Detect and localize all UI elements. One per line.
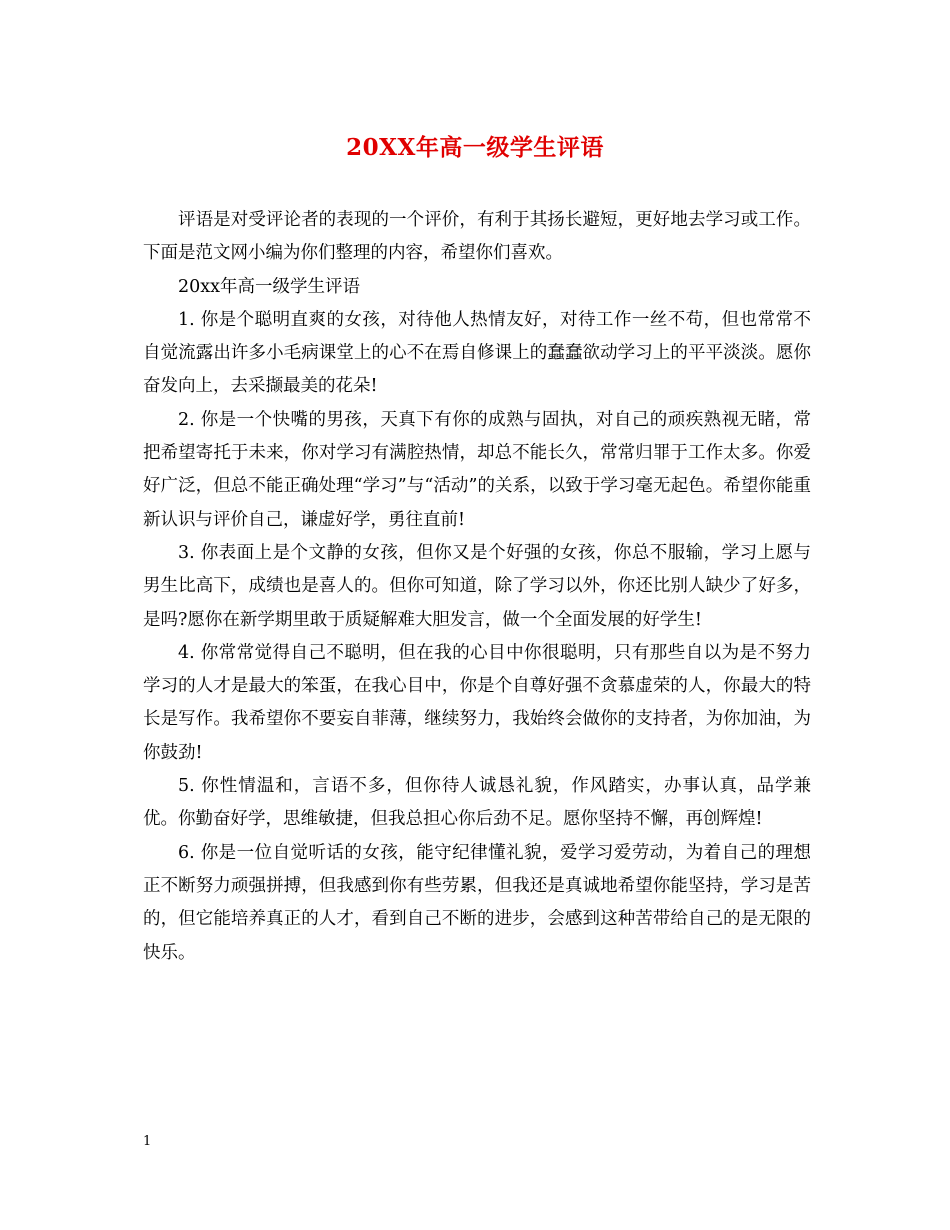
document-title: 20XX年高一级学生评语 <box>346 134 604 161</box>
comment-item-3: 3. 你表面上是个文静的女孩，但你又是个好强的女孩，你总不服输，学习上愿与男生比高下，成绩也是喜人的。但你可知道，除了学习以外，你还比别人缺少了好多，是吗?愿你在新学期里敢于质疑解难大胆发言，做一个全面发展的好学生! <box>143 542 811 630</box>
comment-item-1: 1. 你是个聪明直爽的女孩，对待他人热情友好，对待工作一丝不苟，但也常常不自觉流露出许多小毛病课堂上的心不在焉自修课上的蠢蠢欲动学习上的平平淡淡。愿你奋发向上，去采撷最美的花朵! <box>143 309 811 397</box>
comment-item-2: 2. 你是一个快嘴的男孩，天真下有你的成熟与固执，对自己的顽疾熟视无睹，常把希望寄托于未来，你对学习有满腔热情，却总不能长久，常常归罪于工作太多。你爱好广泛，但总不能正确处理“学习”与“活动”的关系，以致于学习毫无起色。希望你能重新认识与评价自己，谦虚好学，勇往直前! <box>143 409 811 530</box>
intro-paragraph: 评语是对受评论者的表现的一个评价，有利于其扬长避短，更好地去学习或工作。下面是范文网小编为你们整理的内容，希望你们喜欢。 <box>143 210 811 264</box>
document-body <box>143 204 811 970</box>
comment-item-6: 6. 你是一位自觉听话的女孩，能守纪律懂礼貌，爱学习爱劳动，为着自己的理想正不断努力顽强拼搏，但我感到你有些劳累，但我还是真诚地希望你能坚持，学习是苦的，但它能培养真正的人才，看到自己不断的进步，会感到这种苦带给自己的是无限的快乐。 <box>143 842 811 963</box>
page-number: 1 <box>143 1134 152 1149</box>
section-heading: 20xx年高一级学生评语 <box>178 276 361 297</box>
comment-item-4: 4. 你常常觉得自己不聪明，但在我的心目中你很聪明，只有那些自以为是不努力学习的人才是最大的笨蛋，在我心目中，你是个自尊好强不贪慕虚荣的人，你最大的特长是写作。我希望你不要妄自菲薄，继续努力，我始终会做你的支持者，为你加油，为你鼓劲! <box>143 642 811 763</box>
comment-item-5: 5. 你性情温和，言语不多，但你待人诚恳礼貌，作风踏实，办事认真，品学兼优。你勤奋好学，思维敏捷，但我总担心你后劲不足。愿你坚持不懈，再创辉煌! <box>143 776 811 830</box>
